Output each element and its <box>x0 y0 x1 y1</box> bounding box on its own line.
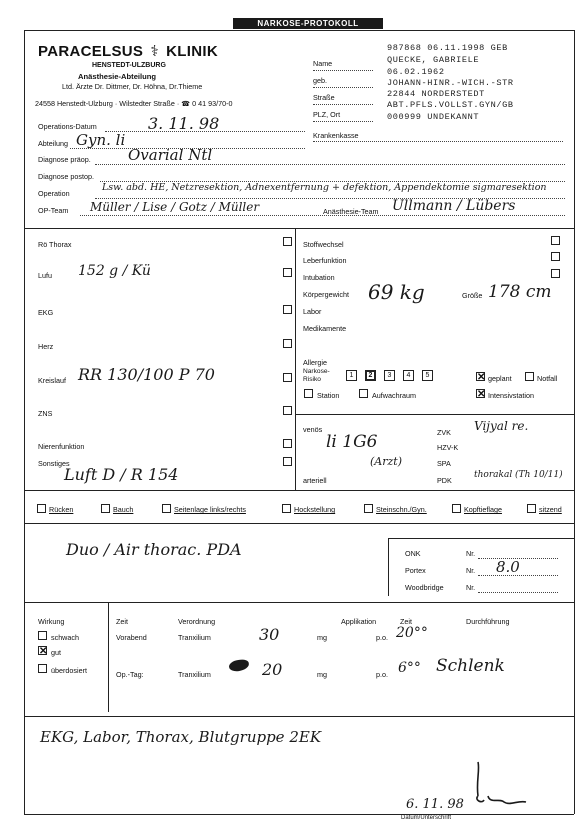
portex-value: 8.0 <box>496 558 520 576</box>
vorabend-label: Vorabend <box>116 633 147 642</box>
bottom-date: 6. 11. 98 <box>406 797 464 812</box>
form-title: NARKOSE-PROTOKOLL <box>257 19 359 28</box>
diagnose-prae-label: Diagnose präop. <box>38 155 91 164</box>
leberfunktion-label: Leberfunktion <box>303 256 347 265</box>
groesse-label: Größe <box>462 291 483 300</box>
finding-roe-thorax-checkbox[interactable] <box>283 237 292 246</box>
col-durchfuehrung: Durchführung <box>466 617 510 626</box>
optag-mg: mg <box>317 670 327 679</box>
finding-roe-thorax-label: Rö Thorax <box>38 240 72 249</box>
procedure-note: Duo / Air thorac. PDA <box>66 540 242 559</box>
finding-herz-label: Herz <box>38 342 54 351</box>
narkose-risiko-text: Narkose-Risiko <box>303 368 330 383</box>
diagnose-post-label: Diagnose postop. <box>38 172 94 181</box>
patient-krankenkasse-label: Krankenkasse <box>313 131 359 140</box>
vorabend-time: 20°° <box>396 625 428 641</box>
patient-stamp-line7: 000999 UNDEKANNT <box>387 112 480 122</box>
vorabend-po: p.o. <box>376 633 388 642</box>
patient-stamp-line1: 987868 06.11.1998 GEB <box>387 43 508 53</box>
pdk-label: PDK <box>437 476 452 485</box>
finding-nieren-label: Nierenfunktion <box>38 442 85 451</box>
vorabend-dose: 30 <box>259 625 280 644</box>
datum-unterschrift-label: Datum/Unterschrift <box>401 815 452 821</box>
clinic-department: Anästhesie-Abteilung <box>78 72 157 81</box>
notfall-label: Notfall <box>537 374 558 383</box>
portex-label: Portex <box>405 566 426 575</box>
caduceus-icon: ⚕ <box>150 43 159 60</box>
finding-zns-label: ZNS <box>38 409 53 418</box>
optag-po: p.o. <box>376 670 388 679</box>
position-checkbox-3[interactable] <box>282 504 291 513</box>
portex-nr-label: Nr. <box>466 566 476 575</box>
position-checkbox-5[interactable] <box>452 504 461 513</box>
patient-name-label: Name <box>313 59 333 68</box>
woodbridge-label: Woodbridge <box>405 583 444 592</box>
arteriell-label: arteriell <box>303 476 327 485</box>
finding-ekg-label: EKG <box>38 308 54 317</box>
notfall-checkbox[interactable] <box>525 372 534 381</box>
op-team-label: OP-Team <box>38 206 69 215</box>
op-datum-value: 3. 11. 98 <box>148 114 220 133</box>
scribble-mark <box>228 659 249 673</box>
an-team-label: Anästhesie-Team <box>323 207 379 216</box>
patient-stamp-line4: JOHANN-HINR.-WICH.-STR <box>387 78 514 88</box>
groesse-value: 178 cm <box>488 282 552 302</box>
clinic-logo <box>38 42 218 60</box>
woodbridge-nr-label: Nr. <box>466 583 476 592</box>
finding-lufu-label: Lufu <box>38 271 52 280</box>
allergie-label: Allergie <box>303 358 327 367</box>
finding-lufu-value: 152 g / Kü <box>78 263 151 279</box>
clinic-name-left: PARACELSUS <box>38 43 144 60</box>
risk-option-4[interactable]: 4 <box>403 370 414 381</box>
gut-checkbox[interactable]: ✕ <box>39 646 48 657</box>
aufwachraum-label: Aufwachraum <box>372 391 416 400</box>
position-checkbox-2[interactable] <box>162 504 171 513</box>
patient-stamp-line5: 22844 NORDERSTEDT <box>387 89 485 99</box>
position-label-3: Hockstellung <box>294 505 336 514</box>
geplant-checkbox[interactable]: ✕ <box>477 372 486 383</box>
clinic-address: 24558 Henstedt-Ulzburg · Wilstedter Straße · ☎ 0 41 93/70-0 <box>35 99 233 108</box>
op-team-value: Müller / Lise / Gotz / Müller <box>90 200 260 214</box>
gut-label: gut <box>51 648 61 657</box>
station-label: Station <box>317 391 340 400</box>
venoes-value: li 1G6 <box>326 432 378 452</box>
schwach-checkbox[interactable] <box>38 631 47 640</box>
spa-label: SPA <box>437 459 451 468</box>
vorabend-drug: Tranxilium <box>178 633 211 642</box>
clinic-doctors: Ltd. Ärzte Dr. Dittmer, Dr. Höhna, Dr.Thieme <box>62 82 203 91</box>
hzv-label: HZV-K <box>437 443 459 452</box>
col-zeit: Zeit <box>116 617 128 626</box>
finding-kreislauf-value: RR 130/100 P 70 <box>78 365 215 384</box>
clinic-name-right: KLINIK <box>166 43 218 60</box>
ueberdosiert-label: überdosiert <box>51 666 87 675</box>
risk-option-1[interactable]: 1 <box>346 370 357 381</box>
venoes-label: venös <box>303 425 323 434</box>
operation-value: Lsw. abd. HE, Netzresektion, Adnexentfernung + defektion, Appendektomie sigmaresektion <box>102 182 547 193</box>
optag-dose: 20 <box>262 660 283 679</box>
col-applikation: Applikation <box>341 617 377 626</box>
narkose-risiko-label <box>303 368 343 383</box>
station-checkbox[interactable] <box>304 389 313 398</box>
patient-stamp-line3: 06.02.1962 <box>387 67 445 77</box>
position-label-4: Steinschn./Gyn. <box>376 505 427 514</box>
aufwachraum-checkbox[interactable] <box>359 389 368 398</box>
risk-option-2[interactable]: 2 <box>365 370 376 381</box>
position-label-5: Kopftieflage <box>464 505 502 514</box>
intubation-checkbox[interactable] <box>551 269 560 278</box>
position-checkbox-0[interactable] <box>37 504 46 513</box>
finding-nieren-checkbox[interactable] <box>283 439 292 448</box>
intubation-label: Intubation <box>303 273 335 282</box>
risk-option-3[interactable]: 3 <box>384 370 395 381</box>
stoffwechsel-label: Stoffwechsel <box>303 240 344 249</box>
leberfunktion-checkbox[interactable] <box>551 252 560 261</box>
position-checkbox-1[interactable] <box>101 504 110 513</box>
position-checkbox-6[interactable] <box>527 504 536 513</box>
abteilung-value: Gyn. li <box>76 131 126 149</box>
patient-stamp-line2: QUECKE, GABRIELE <box>387 55 480 65</box>
patient-plz-label: PLZ, Ort <box>313 110 341 119</box>
koerpergewicht-label: Körpergewicht <box>303 290 349 299</box>
patient-geb-label: geb. <box>313 76 327 85</box>
finding-herz-checkbox[interactable] <box>283 339 292 348</box>
onk-label: ONK <box>405 549 421 558</box>
finding-kreislauf-label: Kreislauf <box>38 376 66 385</box>
diagnose-prae-value: Ovarial Ntl <box>128 146 213 164</box>
venoes-note: (Arzt) <box>370 455 403 468</box>
an-team-value: Ullmann / Lübers <box>392 198 516 214</box>
finding-ekg-checkbox[interactable] <box>283 305 292 314</box>
optag-time: 6°° <box>398 660 421 676</box>
position-label-2: Seitenlage links/rechts <box>174 505 246 514</box>
bottom-note: EKG, Labor, Thorax, Blutgruppe 2EK <box>40 728 322 746</box>
labor-label: Labor <box>303 307 322 316</box>
position-label-1: Bauch <box>113 505 134 514</box>
finding-lufu-checkbox[interactable] <box>283 268 292 277</box>
signature-mark <box>456 756 532 810</box>
zvk-value: Vijyal re. <box>474 419 529 433</box>
col-verordnung: Verordnung <box>178 617 216 626</box>
schwach-label: schwach <box>51 633 79 642</box>
op-datum-label: Operations-Datum <box>38 122 97 131</box>
zvk-label: ZVK <box>437 428 451 437</box>
wirkung-label: Wirkung <box>38 617 65 626</box>
optag-label: Op.-Tag: <box>116 670 144 679</box>
finding-sonstiges-value: Luft D / R 154 <box>64 465 179 484</box>
intensivstation-label: Intensivstation <box>488 391 534 400</box>
geplant-label: geplant <box>488 374 512 383</box>
position-label-0: Rücken <box>49 505 74 514</box>
finding-zns-checkbox[interactable] <box>283 406 292 415</box>
position-label-6: sitzend <box>539 505 562 514</box>
patient-stamp-line6: ABT.PFLS.VOLLST.GYN/GB <box>387 100 514 110</box>
patient-strasse-label: Straße <box>313 93 335 102</box>
operation-label: Operation <box>38 189 70 198</box>
onk-nr-label: Nr. <box>466 549 476 558</box>
intensivstation-checkbox[interactable]: ✕ <box>477 389 486 400</box>
clinic-location: HENSTEDT-ULZBURG <box>92 62 166 69</box>
koerpergewicht-value: 69 kg <box>368 280 425 304</box>
finding-sonstiges-label: Sonstiges <box>38 459 70 468</box>
ueberdosiert-checkbox[interactable] <box>38 664 47 673</box>
optag-drug: Tranxilium <box>178 670 211 679</box>
pdk-value: thorakal (Th 10/11) <box>474 470 563 480</box>
risk-option-5[interactable]: 5 <box>422 370 433 381</box>
abteilung-label: Abteilung <box>38 139 68 148</box>
finding-sonstiges-checkbox[interactable] <box>283 457 292 466</box>
medikamente-label: Medikamente <box>303 324 347 333</box>
position-checkbox-4[interactable] <box>364 504 373 513</box>
finding-kreislauf-checkbox[interactable] <box>283 373 292 382</box>
optag-sign: Schlenk <box>436 656 505 676</box>
vorabend-mg: mg <box>317 633 327 642</box>
stoffwechsel-checkbox[interactable] <box>551 236 560 245</box>
form-title-banner <box>233 18 383 29</box>
col-zeit2: Zeit <box>400 617 412 626</box>
